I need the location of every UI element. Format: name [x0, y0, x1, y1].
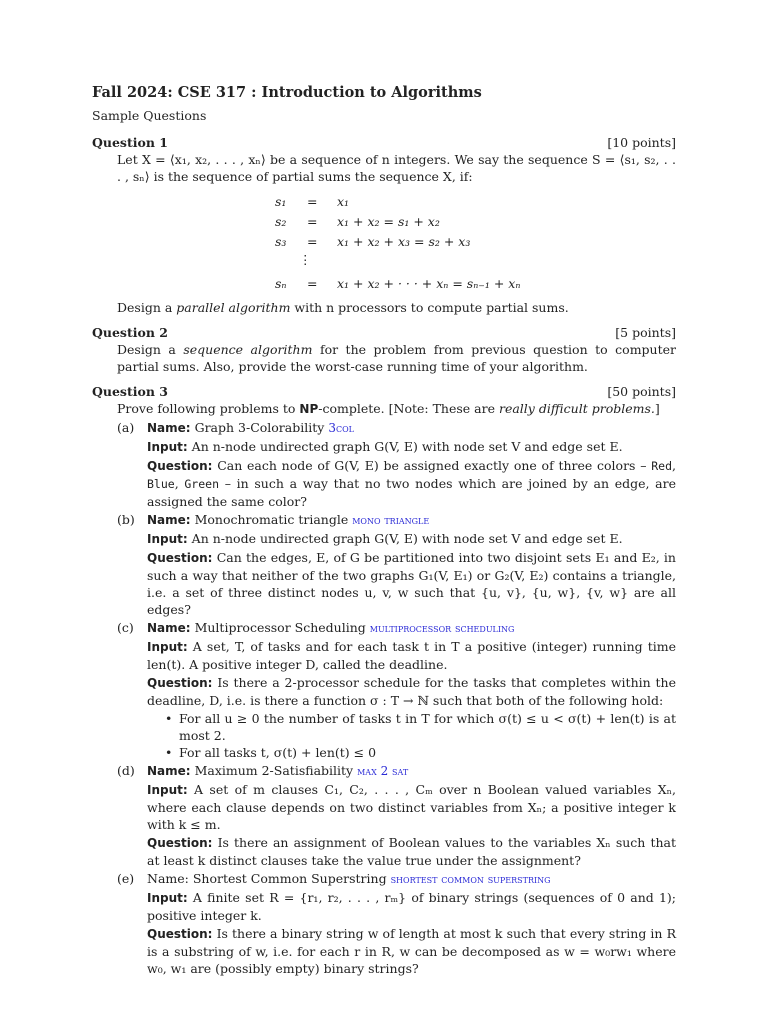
item-question-line	[147, 549, 676, 618]
intro-emphasis: really difficult problems.	[498, 401, 655, 416]
name-label: Name:	[147, 421, 191, 435]
problem-name: Monochromatic triangle	[194, 512, 349, 527]
question-text: Is there an assignment of Boolean values to the variables Xₙ such that at least k distinct clauses take the value true under the assignment?	[147, 835, 676, 868]
item-input-line	[147, 438, 676, 456]
item-label: (a)	[117, 420, 135, 435]
input-label: Input:	[147, 640, 188, 654]
question-2-body	[117, 341, 676, 375]
item-body	[147, 619, 676, 761]
intro-text: ]	[654, 401, 660, 416]
equation-op: =	[307, 233, 318, 249]
name-label: Name:	[147, 764, 191, 778]
equation-rhs: x₁ + x₂ + x₃ = s₂ + x₃	[337, 233, 471, 249]
problem-code: mono triangle	[352, 513, 430, 527]
question-text: Can the edges, E, of G be partitioned into two disjoint sets E₁ and E₂, in such a way that neither of the two graphs G₁(V, E₁) or G₂(V, E₂) contains a triangle, i.e. a set of three distinct nodes u, v, w such that {u, v}, {u, w}, {v, w} are all edges?	[147, 550, 676, 617]
problem-name: Multiprocessor Scheduling	[194, 620, 366, 635]
problem-code: shortest common superstring	[390, 872, 551, 886]
question-text: Is there a 2-processor schedule for the tasks that completes within the deadline, D, i.e. is there a function σ : T → ℕ such that both of the following hold:	[147, 675, 676, 708]
input-text: A set of m clauses C₁, C₂, . . . , Cₘ over n Boolean valued variables Xₙ, where each clause depends on two distinct variables from Xₙ; a positive integer k with k ≤ m.	[147, 782, 676, 832]
body-text: Design a	[117, 342, 176, 357]
condition-text: For all u ≥ 0 the number of tasks t in T for which σ(t) ≤ u < σ(t) + len(t) is at most 2.	[179, 711, 676, 743]
question-label: Question:	[147, 551, 213, 565]
problem-list	[117, 419, 676, 977]
item-question-line	[147, 925, 676, 977]
question-1-task	[117, 299, 676, 316]
question-1-intro: Let X = ⟨x₁, x₂, . . . , xₙ⟩ be a sequence of n integers. We say the sequence S = ⟨s₁, s₂, . . . , sₙ⟩ is the sequence of partial sums the sequence X, if:	[117, 152, 676, 184]
partial-sum-equations	[275, 191, 676, 293]
question-1-heading: Question 1	[92, 135, 168, 150]
vertical-ellipsis: ⋮	[299, 252, 312, 267]
item-question-line	[147, 674, 676, 709]
item-label: (b)	[117, 512, 135, 527]
problem-item	[117, 619, 676, 761]
question-3-header	[92, 383, 676, 400]
equation-op: =	[307, 193, 318, 209]
equation-op: =	[307, 275, 318, 291]
question-1	[92, 134, 676, 316]
question-label: Question:	[147, 676, 213, 690]
question-label: Question:	[147, 459, 213, 473]
question-label: Question:	[147, 927, 213, 941]
equation-op: =	[307, 213, 318, 229]
question-1-points: [10 points]	[607, 135, 676, 150]
task-text: with n processors to compute partial sums.	[294, 300, 569, 315]
item-name-line	[147, 762, 676, 780]
problem-code: multiprocessor scheduling	[369, 621, 515, 635]
question-text: Is there a binary string w of length at most k such that every string in R is a substring of w, i.e. for each r in R, w can be decomposed as w = w₀rw₁ where w₀, w₁ are (possibly empty) binary strings?	[147, 926, 676, 976]
color-red: Red	[651, 459, 672, 473]
item-name-line	[147, 619, 676, 637]
item-input-line	[147, 781, 676, 833]
item-input-line	[147, 530, 676, 548]
document-title: Fall 2024: CSE 317 : Introduction to Algorithms	[92, 84, 482, 101]
question-3	[92, 383, 676, 977]
equation-lhs: s₁	[275, 193, 287, 209]
item-input-line	[147, 889, 676, 924]
equation-lhs: sₙ	[275, 275, 287, 291]
question-2	[92, 324, 676, 375]
task-emphasis: parallel algorithm	[176, 300, 291, 315]
color-green: Green	[184, 477, 219, 491]
np-label: NP	[299, 402, 319, 416]
document-page	[92, 84, 676, 985]
name-label: Name:	[147, 621, 191, 635]
problem-name: Maximum 2-Satisfiability	[194, 763, 354, 778]
question-3-points: [50 points]	[607, 384, 676, 399]
item-body	[147, 870, 676, 977]
item-body	[147, 419, 676, 510]
equation-lhs: s₃	[275, 233, 287, 249]
equation-row	[275, 211, 676, 231]
item-label: (d)	[117, 763, 135, 778]
problem-name: Graph 3-Colorability	[194, 420, 325, 435]
task-text: Design a	[117, 300, 173, 315]
input-text: An n-node undirected graph G(V, E) with node set V and edge set E.	[191, 439, 623, 454]
equation-row	[275, 231, 676, 251]
body-emphasis: sequence algorithm	[183, 342, 313, 357]
list-item	[165, 744, 676, 761]
question-2-header	[92, 324, 676, 341]
item-label: (c)	[117, 620, 134, 635]
problem-name: Name: Shortest Common Superstring	[147, 871, 387, 886]
intro-text: -complete. [Note: These are	[318, 401, 495, 416]
equation-row	[275, 191, 676, 211]
problem-code: max 2 sat	[357, 764, 409, 778]
problem-item	[117, 870, 676, 977]
question-2-points: [5 points]	[615, 325, 676, 340]
equation-rhs: x₁ + x₂ = s₁ + x₂	[337, 213, 440, 229]
name-label: Name:	[147, 513, 191, 527]
equation-row	[275, 273, 676, 293]
question-text: Can each node of G(V, E) be assigned exactly one of three colors –	[217, 458, 647, 473]
body-text: for the problem from previous question to computer partial sums. Also, provide the worst-case running time of your algorithm.	[117, 342, 676, 374]
item-label: (e)	[117, 871, 135, 886]
question-label: Question:	[147, 836, 213, 850]
bullet-icon: •	[165, 711, 173, 726]
problem-item	[117, 511, 676, 618]
list-item	[165, 710, 676, 744]
equation-rhs: x₁ + x₂ + · · · + xₙ = sₙ₋₁ + xₙ	[337, 275, 521, 291]
equation-lhs: s₂	[275, 213, 287, 229]
input-text: A set, T, of tasks and for each task t in T a positive (integer) running time len(t). A positive integer D, called the deadline.	[147, 639, 676, 672]
item-question-line	[147, 834, 676, 869]
item-input-line	[147, 638, 676, 673]
equation-rhs: x₁	[337, 193, 350, 209]
input-label: Input:	[147, 440, 188, 454]
item-question-line: Question: Can each node of G(V, E) be assigned exactly one of three colors – Red, Blue, Green – in such a way that no two nodes which are joined by an edge, are assigned the same color?	[147, 458, 676, 509]
input-text: A finite set R = {r₁, r₂, . . . , rₘ} of binary strings (sequences of 0 and 1); positive integer k.	[147, 890, 676, 923]
input-text: An n-node undirected graph G(V, E) with node set V and edge set E.	[191, 531, 623, 546]
item-name-line	[147, 419, 676, 437]
input-label: Input:	[147, 891, 188, 905]
bullet-icon: •	[165, 745, 173, 760]
color-blue: Blue	[147, 477, 175, 491]
item-name-line	[147, 511, 676, 529]
condition-list	[165, 710, 676, 761]
question-3-heading: Question 3	[92, 384, 168, 399]
problem-code: 3col	[328, 421, 354, 435]
input-label: Input:	[147, 532, 188, 546]
problem-item	[117, 419, 676, 510]
question-1-header	[92, 134, 676, 151]
item-name-line	[147, 870, 676, 888]
question-text: – in such a way that no two nodes which are joined by an edge, are assigned the same color?	[147, 476, 676, 509]
document-subtitle: Sample Questions	[92, 108, 207, 123]
condition-text: For all tasks t, σ(t) + len(t) ≤ 0	[179, 745, 377, 760]
question-2-heading: Question 2	[92, 325, 168, 340]
problem-item	[117, 762, 676, 869]
item-body	[147, 762, 676, 869]
item-body	[147, 511, 676, 618]
intro-text: Prove following problems to	[117, 401, 296, 416]
input-label: Input:	[147, 783, 188, 797]
question-3-intro	[117, 400, 676, 418]
